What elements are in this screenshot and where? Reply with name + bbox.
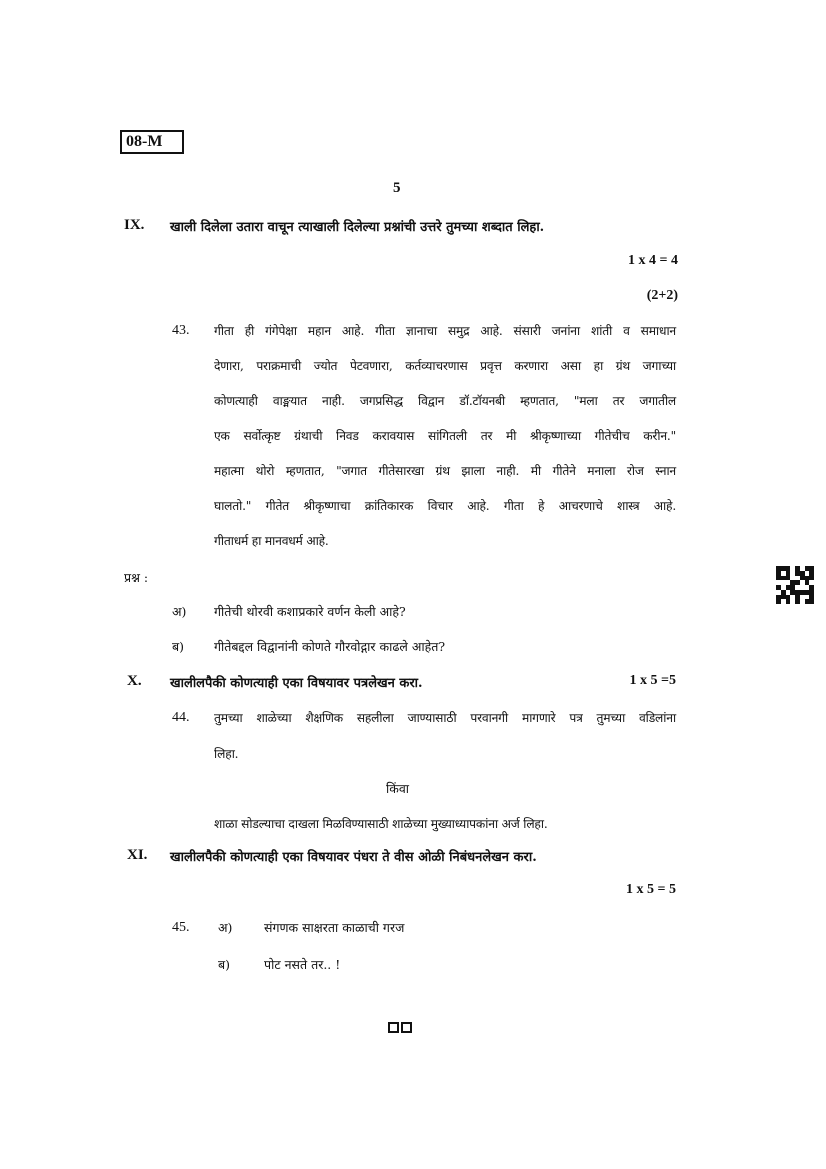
end-box-icon <box>388 1022 399 1033</box>
end-box-icon <box>401 1022 412 1033</box>
passage-line: एक सर्वोत्कृष्ट ग्रंथाची निवड करावयास सांगितली तर मी श्रीकृष्णाच्या गीतेचीच करीन." <box>214 429 676 443</box>
question-marker: अ) <box>172 604 187 619</box>
topic-text: पोट नसते तर.. ! <box>264 957 341 972</box>
topic-marker: ब) <box>218 957 231 972</box>
option-line: तुमच्या शाळेच्या शैक्षणिक सहलीला जाण्यासाठी परवानगी मागणारे पत्र तुमच्या वडिलांना <box>214 711 676 725</box>
topic-marker: अ) <box>218 920 233 935</box>
passage <box>214 322 676 567</box>
paper-code: 08-M <box>126 133 163 150</box>
question-marker: ब) <box>172 639 185 654</box>
item-number-44: 44. <box>172 710 190 725</box>
question-11-instruction: खालीलपैकी कोणत्याही एका विषयावर पंधरा ते वीस ओळी निबंधनलेखन करा. <box>170 850 537 865</box>
topic-text: संगणक साक्षरता काळाची गरज <box>264 920 405 935</box>
question-10-label: X. <box>127 673 142 689</box>
letter-option-a <box>214 709 676 781</box>
letter-option-b: शाळा सोडल्याचा दाखला मिळविण्यासाठी शाळेच्या मुख्याध्यापकांना अर्ज लिहा. <box>214 817 548 831</box>
passage-line: गीताधर्म हा मानवधर्म आहे. <box>214 534 329 548</box>
end-of-page-mark <box>388 1022 412 1033</box>
question-text: गीतेबद्दल विद्वानांनी कोणते गौरवोद्गार काढले आहेत? <box>214 639 446 654</box>
question-9-label: IX. <box>124 217 145 233</box>
question-10-instruction: खालीलपैकी कोणत्याही एका विषयावर पत्रलेखन करा. <box>170 676 423 691</box>
passage-number: 43. <box>172 323 190 338</box>
question-text: गीतेची थोरवी कशाप्रकारे वर्णन केली आहे? <box>214 604 406 619</box>
question-10-marks: 1 x 5 =5 <box>629 673 676 688</box>
qr-code-icon <box>776 566 814 604</box>
question-9-instruction: खाली दिलेला उतारा वाचून त्याखाली दिलेल्या प्रश्नांची उत्तरे तुमच्या शब्दात लिहा. <box>170 220 545 235</box>
question-9-submarks: (2+2) <box>646 288 678 303</box>
questions-label: प्रश्न : <box>124 570 149 585</box>
passage-line: गीता ही गंगेपेक्षा महान आहे. गीता ज्ञानाचा समुद्र आहे. संसारी जनांना शांती व समाधान <box>214 324 676 338</box>
page-number: 5 <box>393 180 401 196</box>
item-number-45: 45. <box>172 920 190 935</box>
question-9-marks: 1 x 4 = 4 <box>628 253 678 268</box>
question-11-marks: 1 x 5 = 5 <box>626 882 676 897</box>
option-line: लिहा. <box>214 747 239 761</box>
passage-line: देणारा, पराक्रमाची ज्योत पेटवणारा, कर्तव्याचरणास प्रवृत्त करणारा असा हा ग्रंथ जगाच्या <box>214 359 676 373</box>
passage-line: घालतो." गीतेत श्रीकृष्णाचा क्रांतिकारक विचार आहे. गीता हे आचरणाचे शास्त्र आहे. <box>214 499 676 513</box>
or-label: किंवा <box>386 781 410 796</box>
passage-line: कोणत्याही वाङ्मयात नाही. जगप्रसिद्ध विद्वान डॉ.टॉयनबी म्हणतात, "मला तर जगातील <box>214 394 676 408</box>
paper-code-box <box>120 130 184 154</box>
question-11-label: XI. <box>127 847 148 863</box>
passage-line: महात्मा थोरो म्हणतात, "जगात गीतेसारखा ग्रंथ झाला नाही. मी गीतेने मनाला रोज स्नान <box>214 464 676 478</box>
